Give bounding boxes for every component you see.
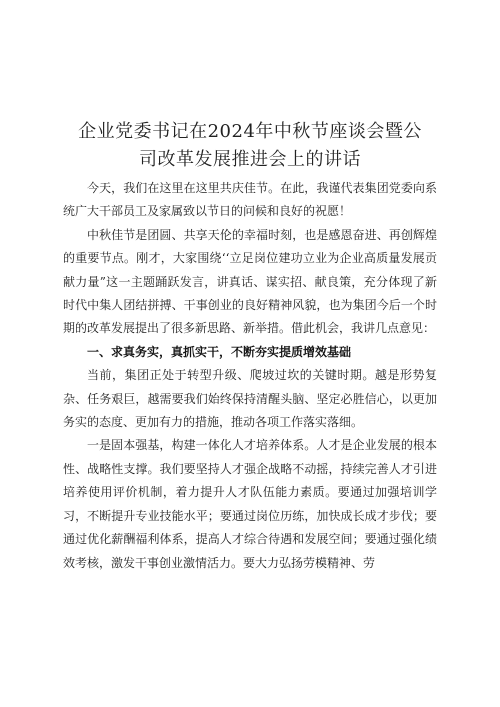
document-body [63, 177, 437, 575]
paragraph-context: 中秋佳节是团圆、共享天伦的幸福时刻，也是感恩奋进、再创辉煌的重要节点。刚才，大家围绕‘‘立足岗位建功立业为企业高质量发展贡献力量”这一主题踊跃发言，讲真话、谋实招、献良策，充分体现了新时代中集人团结拼搏、干事创业的良好精神风貌，也为集团今后一个时期的改革发展提出了很多新思路、新举措。借此机会，我讲几点意见： [63, 227, 437, 336]
document-title: 企业党委书记在2024年中秋节座谈会暨公司改革发展推进会上的讲话 [78, 121, 422, 170]
paragraph-talent: 一是固本强基，构建一体化人才培养体系。人才是企业发展的根本性、战略性支撑。我们要坚持人才强企战略不动摇，持续完善人才引进培养使用评价机制，着力提升人才队伍能力素质。要通过加强培训学习，不断提升专业技能水平；要通过岗位历练，加快成长成才步伐；要通过优化薪酬福利体系，提高人才综合待遇和发展空间；要通过强化绩效考核，激发干事创业激情活力。要大力弘扬劳模精神、劳 [63, 438, 437, 570]
section-heading: 一、求真务实，真抓实干，不断夯实提质增效基础 [87, 344, 352, 359]
paragraph-situation: 当前，集团正处于转型升级、爬坡过坎的关键时期。越是形势复杂、任务艰巨，越需要我们始终保持清醒头脑、坚定必胜信心，以更加务实的态度、更加有力的措施，推动各项工作落实落细。 [63, 368, 437, 430]
paragraph-opening: 今天，我们在这里在这里共庆佳节。在此，我谨代表集团党委向系统广大干部员工及家属致以节日的问候和良好的祝愿！ [63, 181, 437, 219]
